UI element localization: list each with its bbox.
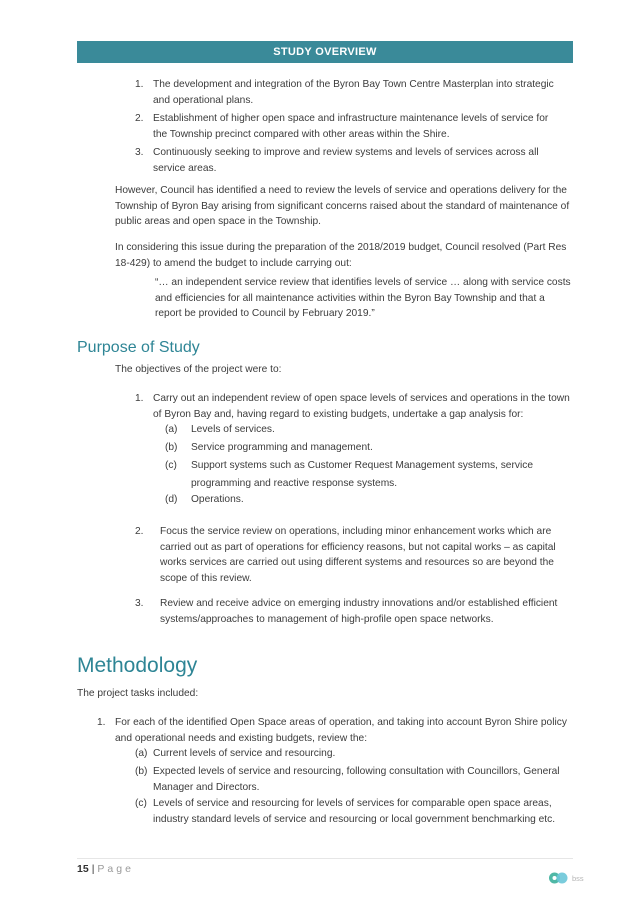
gap-label: (d) [165,494,178,505]
list-item [115,145,565,176]
objective-text: Carry out an independent review of open space levels of services and operations in the town of Byron Bay and, having regard to existing budgets, undertake a gap analysis for: [153,393,570,420]
objective-item-3 [135,596,575,627]
footer-divider [77,858,573,859]
paragraph-however: However, Council has identified a need to review the levels of service and operations delivery for the Township of Byron Bay arising from significant concerns raised about the standard of maintenance of public areas and open space in the Township. [115,185,570,227]
company-logo-icon [547,869,589,887]
task-sub-text: Levels of service and resourcing for levels of services for comparable open space areas, industry standard levels of service and resourcing or local government benchmarking etc. [153,798,556,825]
list-number: 3. [135,147,144,158]
list-number: 1. [135,79,144,90]
gap-item-b [165,440,565,456]
task-sub-label: (b) [135,766,148,777]
section-header-bar: STUDY OVERVIEW [77,41,573,63]
task-subitem-a [135,746,575,762]
page-footer [77,863,134,875]
objective-number: 3. [135,598,144,609]
list-item [115,111,565,142]
page-word: Page [97,863,134,875]
purpose-heading: Purpose of Study [77,339,200,356]
gap-text: Support systems such as Customer Request Management systems, service programming and reactive response systems. [191,460,533,489]
task-number: 1. [97,717,106,728]
task-text: For each of the identified Open Space areas of operation, and taking into account Byron Shire policy and operational needs and existing budgets, review the: [115,717,567,744]
gap-label: (c) [165,460,177,471]
list-item [115,77,565,108]
gap-text: Service programming and management. [191,442,373,453]
logo-text: bss [572,874,584,883]
task-sub-label: (c) [135,798,147,809]
list-text: Continuously seeking to improve and review systems and levels of services across all service areas. [153,147,539,174]
footer-separator: | [91,863,95,875]
task-sub-label: (a) [135,748,148,759]
methodology-intro: The project tasks included: [77,688,199,699]
list-text: The development and integration of the Byron Bay Town Centre Masterplan into strategic and operational plans. [153,79,554,106]
objective-text: Focus the service review on operations, including minor enhancement works which are carried out as part of operations for efficiency reasons, but not capital works – as capital works services are carried out using different systems and resources so are beyond the scope of this review. [160,526,556,584]
objective-number: 2. [135,526,144,537]
list-number: 2. [135,113,144,124]
objective-item-1 [135,391,575,422]
paragraph-budget: In considering this issue during the preparation of the 2018/2019 budget, Council resolved (Part Res 18-429) to amend the budget to include carrying out: [115,242,567,269]
gap-label: (b) [165,442,178,453]
objective-number: 1. [135,393,144,404]
page-number: 15 [77,863,89,875]
intro-numbered-list [115,77,565,179]
gap-item-d [165,492,565,508]
gap-text: Levels of services. [191,424,275,435]
list-text: Establishment of higher open space and infrastructure maintenance levels of service for the Township precinct compared with other areas within the Shire. [153,113,549,140]
methodology-heading: Methodology [77,654,198,677]
task-sub-text: Current levels of service and resourcing. [153,748,336,759]
objective-item-2 [135,524,575,586]
objective-text: Review and receive advice on emerging industry innovations and/or established efficient systems/approaches to management of high-profile open space networks. [160,598,558,625]
task-subitem-c [135,796,575,827]
gap-item-c [165,457,565,492]
gap-text: Operations. [191,494,244,505]
resolution-quote: “… an independent service review that identifies levels of service … along with service costs and efficiencies for all maintenance activities within the Byron Bay Township and that a report be provided to Council by February 2019.” [155,277,571,319]
task-item-1 [97,715,575,746]
task-subitem-b [135,764,575,795]
gap-label: (a) [165,424,178,435]
purpose-intro: The objectives of the project were to: [115,364,282,375]
gap-item-a [165,422,565,438]
task-sub-text: Expected levels of service and resourcing, following consultation with Councillors, General Manager and Directors. [153,766,560,793]
